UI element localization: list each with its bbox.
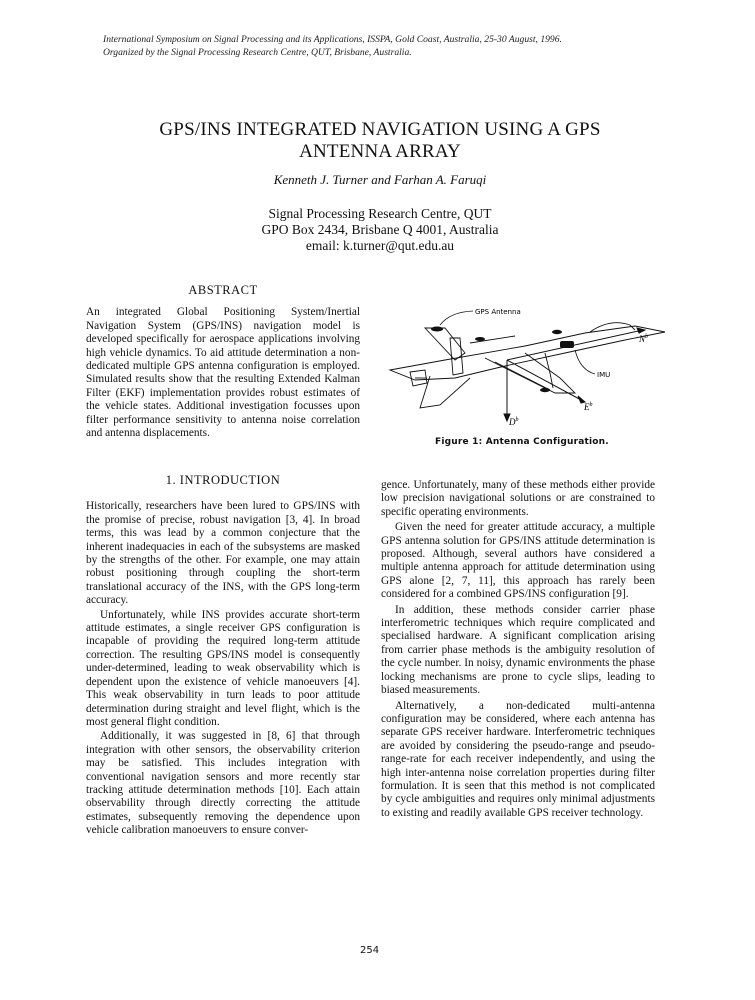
- conference-header: [103, 33, 703, 59]
- paper-title: [110, 119, 650, 163]
- intro-paragraph: Alternatively, a non-dedicated multi-antenna configuration may be considered, where each antenna has separate GPS receiver hardware. Interferometric techniques are avoided by considering the pseudo-range and pseudo-range-rate for each receiver independently, and using the high inter-antenna noise correlation properties during filter formulation. It is seen that this method is not complicated by cycle ambiguities and requires only minimal adjustments to existing and readily available GPS receiver technology.: [381, 699, 655, 819]
- authors: Kenneth J. Turner and Farhan A. Faruqi: [273, 172, 487, 187]
- conference-header-line2: Organized by the Signal Processing Research Centre, QUT, Brisbane, Australia.: [103, 47, 412, 58]
- antenna-wing: [540, 388, 550, 392]
- affiliation-line2: GPO Box 2434, Brisbane Q 4001, Australia: [261, 222, 499, 237]
- affiliation: [110, 206, 650, 254]
- antenna-tail: [431, 327, 443, 332]
- abstract-heading: ABSTRACT: [188, 283, 258, 297]
- paper-title-line1: GPS/INS INTEGRATED NAVIGATION USING A GPS: [159, 119, 601, 140]
- introduction-left-column: [86, 474, 360, 838]
- affiliation-line1: Signal Processing Research Centre, QUT: [268, 206, 492, 221]
- imu-label: IMU: [597, 371, 611, 379]
- page-number: 254: [360, 945, 380, 956]
- intro-paragraph: In addition, these methods consider carrier phase interferometric techniques which require complicated and specialised hardware. A significant complication arising from carrier phase methods is the ambiguity resolution of the cycle number. In noisy, dynamic environments the phase locking mechanisms are prone to cycle slips, leading to biased measurements.: [381, 603, 655, 697]
- intro-paragraph: Historically, researchers have been lured to GPS/INS with the promise of precise, robust navigation [3, 4]. In broad terms, this was lead by a common conjecture that the inherent inadequacies in each of the subsystems are masked by the strengths of the other. For example, one may attain robust positioning through coupling the short-term translational accuracy of the INS, with the GPS long-term accuracy.: [86, 500, 360, 607]
- intro-paragraph: Unfortunately, while INS provides accurate short-term attitude estimates, a single receiver GPS configuration is incapable of providing the required long-term attitude correction. The resulting GPS/INS model is consequently under-determined, leading to weak observability which is dependent upon the existence of vehicle manoeuvers [4]. This weak observability in turn leads to poor attitude determination during straight and level flight, which is the most general flight condition.: [86, 608, 360, 728]
- intro-paragraph: gence. Unfortunately, many of these methods either provide low precision navigational solutions or are constrained to specific operating environments.: [381, 479, 655, 518]
- figure-caption: Figure 1: Antenna Configuration.: [435, 437, 609, 447]
- e-axis-label: $E^b$: [584, 402, 593, 412]
- antenna-mid: [475, 337, 485, 341]
- figure-antenna-configuration: [385, 298, 685, 428]
- gps-antenna-label: GPS Antenna: [475, 308, 521, 316]
- abstract-text: An integrated Global Positioning System/Inertial Navigation System (GPS/INS) navigation model is developed specifically for aerospace applications involving high vehicle dynamics. To aid attitude determination a non-dedicated multiple GPS antenna configuration is employed. Simulated results show that the resulting Extended Kalman Filter (EKF) implementation provides robust estimates of the vehicle states. Additional investigation focusses upon filter performance sensitivity to antenna noise correlation and antenna displacements.: [86, 306, 360, 440]
- conference-header-line1: International Symposium on Signal Processing and its Applications, ISSPA, Gold Coast, Australia, 25-30 August, 1996.: [103, 34, 562, 45]
- intro-paragraph: Given the need for greater attitude accuracy, a multiple GPS antenna solution for GPS/INS attitude determination is proposed. Although, several authors have considered a multiple antenna approach for attitude determination using GPS alone [2, 7, 11], this approach has rarely been considered for a combined GPS/INS configuration [9].: [381, 521, 655, 601]
- introduction-right-column: [381, 479, 655, 820]
- antenna-top: [552, 330, 562, 334]
- d-axis-label: $D^b$: [509, 417, 519, 427]
- affiliation-email: email: k.turner@qut.edu.au: [305, 238, 455, 253]
- intro-paragraph: Additionally, it was suggested in [8, 6] that through integration with other sensors, the observability criterion may be satisfied. This includes integration with conventional navigation sensors and more recently star tracking attitude determination methods [10]. Each attain observability through directly correcting the attitude estimates, subsequently removing the dependence upon vehicle calibration manoeuvers to ensure conver-: [86, 730, 360, 837]
- aircraft-diagram: [385, 298, 685, 428]
- introduction-heading: 1. INTRODUCTION: [165, 473, 281, 487]
- abstract-section: [86, 284, 360, 440]
- n-axis-label: $N^b$: [639, 334, 649, 344]
- paper-title-line2: ANTENNA ARRAY: [299, 141, 461, 162]
